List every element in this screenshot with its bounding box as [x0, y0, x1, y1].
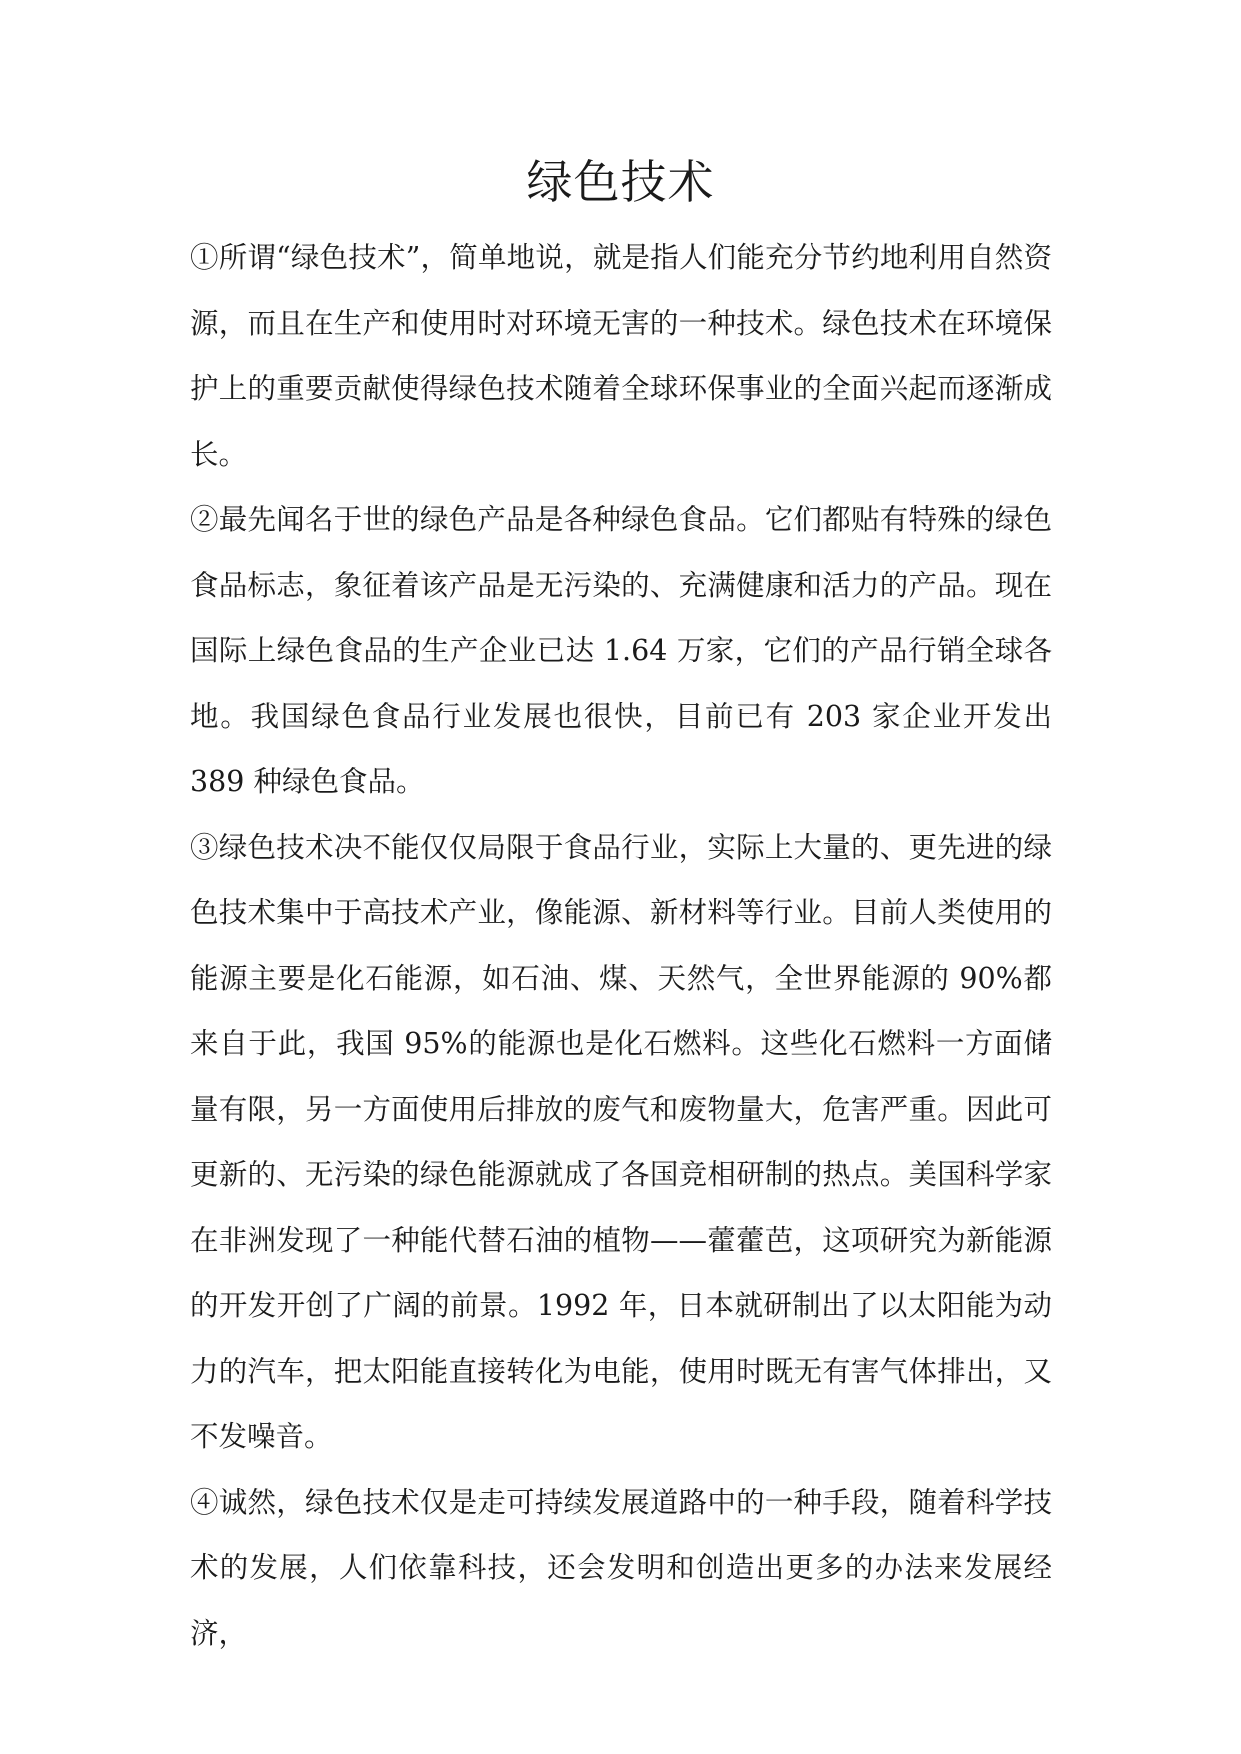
paragraph-1: ①所谓“绿色技术”，简单地说，就是指人们能充分节约地利用自然资源，而且在生产和使用时对环境无害的一种技术。绿色技术在环境保护上的重要贡献使得绿色技术随着全球环保事业的全面兴起而逐渐成长。: [190, 241, 1052, 471]
paragraph-2: ②最先闻名于世的绿色产品是各种绿色食品。它们都贴有特殊的绿色食品标志，象征着该产品是无污染的、充满健康和活力的产品。现在国际上绿色食品的生产企业已达 1.64 万家，它们的产品行销全球各地。我国绿色食品行业发展也很快，目前已有 203 家企业开发出 389 种绿色食品。: [190, 503, 1052, 798]
paragraph-4: ④诚然，绿色技术仅是走可持续发展道路中的一种手段，随着科学技术的发展，人们依靠科技，还会发明和创造出更多的办法来发展经济，: [190, 1485, 1052, 1650]
document-title: 绿色技术: [526, 155, 715, 209]
paragraph-3: ③绿色技术决不能仅仅局限于食品行业，实际上大量的、更先进的绿色技术集中于高技术产业，像能源、新材料等行业。目前人类使用的能源主要是化石能源，如石油、煤、天然气，全世界能源的 90%都来自于此，我国 95%的能源也是化石燃料。这些化石燃料一方面储量有限，另一方面使用后排放的废气和废物量大，危害严重。因此可更新的、无污染的绿色能源就成了各国竞相研制的热点。美国科学家在非洲发现了一种能代替石油的植物——藿藿芭，这项研究为新能源的开发开创了广阔的前景。1992 年，日本就研制出了以太阳能为动力的汽车，把太阳能直接转化为电能，使用时既无有害气体排出，又不发噪音。: [190, 830, 1052, 1453]
document-body: [190, 225, 1052, 1666]
